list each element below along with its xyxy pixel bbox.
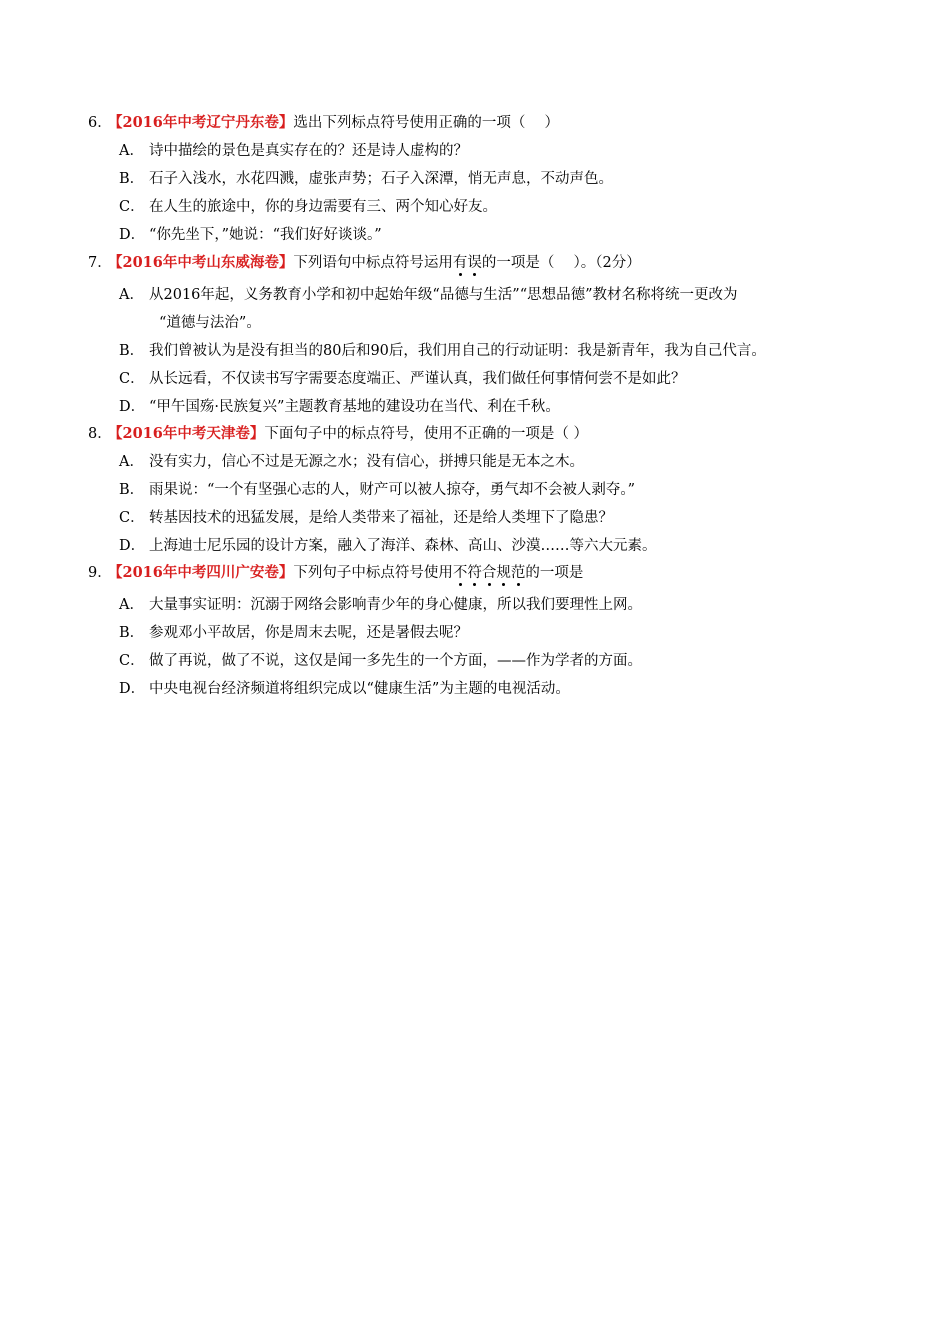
option-letter: D．	[119, 681, 146, 697]
option-text: “甲午国殇·民族复兴”主题教育基地的建设功在当代、利在千秋。	[149, 399, 560, 415]
option-b	[119, 623, 468, 643]
question-text: 选出下列标点符号使用正确的一项（ ）	[293, 115, 559, 131]
option-a	[119, 141, 468, 161]
option-letter: A．	[119, 143, 144, 159]
question-text: 下列语句中标点符号运用	[293, 255, 453, 271]
option-b	[119, 480, 635, 500]
option-a	[119, 285, 738, 305]
option-letter: B．	[119, 482, 145, 498]
question-text: 下面句子中的标点符号，使用不正确的一项是（ ）	[264, 426, 588, 442]
option-c	[119, 651, 642, 671]
option-b	[119, 169, 613, 189]
question-8-stem	[88, 424, 588, 444]
option-letter: B．	[119, 343, 145, 359]
option-text: 中央电视台经济频道将组织完成以“健康生活”为主题的电视活动。	[149, 681, 570, 697]
option-c	[119, 508, 613, 528]
emphasis-char: 规	[496, 565, 511, 581]
option-letter: B．	[119, 625, 145, 641]
option-letter: C．	[119, 371, 145, 387]
option-letter: A．	[119, 454, 144, 470]
option-text: 从长远看，不仅读书写字需要态度端正、严谨认真，我们做任何事情何尝不是如此？	[149, 371, 686, 387]
question-text: 的一项是（ ）。（2分）	[481, 255, 641, 271]
emphasis-char: 有	[452, 255, 468, 271]
question-9-stem	[88, 563, 583, 583]
question-number: 6．	[88, 115, 112, 131]
option-c	[119, 197, 497, 217]
option-text: 从2016年起，义务教育小学和初中起始年级“品德与生活”“思想品德”教材名称将统一更改为	[149, 287, 738, 303]
option-text: 上海迪士尼乐园的设计方案，融入了海洋、森林、高山、沙漠……等六大元素。	[149, 538, 657, 554]
option-text: 做了再说，做了不说，这仅是闻一多先生的一个方面，——作为学者的方面。	[149, 653, 642, 669]
emphasis-char: 符	[467, 565, 482, 581]
option-text: 大量事实证明：沉溺于网络会影响青少年的身心健康，所以我们要理性上网。	[149, 597, 642, 613]
emphasis-char: 合	[481, 565, 497, 581]
option-text: 雨果说：“一个有坚强心志的人，财产可以被人掠夺，勇气却不会被人剥夺。”	[149, 482, 636, 498]
option-c	[119, 369, 686, 389]
option-d	[119, 536, 657, 556]
option-letter: D．	[119, 538, 146, 554]
option-text: 我们曾被认为是没有担当的80后和90后，我们用自己的行动证明：我是新青年，我为自己代言。	[149, 343, 766, 359]
question-text: 的一项是	[525, 565, 584, 581]
option-text: 在人生的旅途中，你的身边需要有三、两个知心好友。	[149, 199, 497, 215]
question-source: 【2016年中考四川广安卷】	[108, 564, 294, 581]
question-number: 7．	[88, 255, 112, 271]
option-letter: B．	[119, 171, 145, 187]
option-a	[119, 595, 642, 615]
emphasis-char: 范	[510, 565, 526, 581]
option-d	[119, 397, 560, 417]
question-text: 下列句子中标点符号使用	[293, 565, 453, 581]
question-6-stem	[88, 113, 559, 133]
option-letter: C．	[119, 199, 145, 215]
option-b	[119, 341, 766, 361]
question-number: 9．	[88, 565, 112, 581]
option-text: “你先坐下，”她说：“我们好好谈谈。”	[149, 227, 382, 243]
option-text: 石子入浅水，水花四溅，虚张声势；石子入深潭，悄无声息，不动声色。	[149, 171, 613, 187]
option-letter: A．	[119, 287, 144, 303]
emphasis-char: 不	[452, 565, 468, 581]
question-source: 【2016年中考天津卷】	[108, 425, 265, 442]
emphasis-char: 误	[467, 255, 482, 271]
option-letter: A．	[119, 597, 144, 613]
option-text: 没有实力，信心不过是无源之水；没有信心，拼搏只能是无本之木。	[149, 454, 584, 470]
question-7-stem	[88, 253, 641, 273]
question-source: 【2016年中考辽宁丹东卷】	[108, 114, 294, 131]
option-letter: D．	[119, 399, 146, 415]
option-text: 诗中描绘的景色是真实存在的？还是诗人虚构的？	[149, 143, 468, 159]
option-letter: D．	[119, 227, 146, 243]
option-d	[119, 225, 382, 245]
option-letter: C．	[119, 510, 145, 526]
option-text: 参观邓小平故居，你是周末去呢，还是暑假去呢？	[149, 625, 468, 641]
option-letter: C．	[119, 653, 145, 669]
option-d	[119, 679, 570, 699]
question-number: 8．	[88, 426, 112, 442]
option-a	[119, 452, 584, 472]
option-text: 转基因技术的迅猛发展，是给人类带来了福祉，还是给人类埋下了隐患？	[149, 510, 613, 526]
question-source: 【2016年中考山东威海卷】	[108, 254, 294, 271]
option-a-continuation: “道德与法治”。	[159, 315, 261, 331]
